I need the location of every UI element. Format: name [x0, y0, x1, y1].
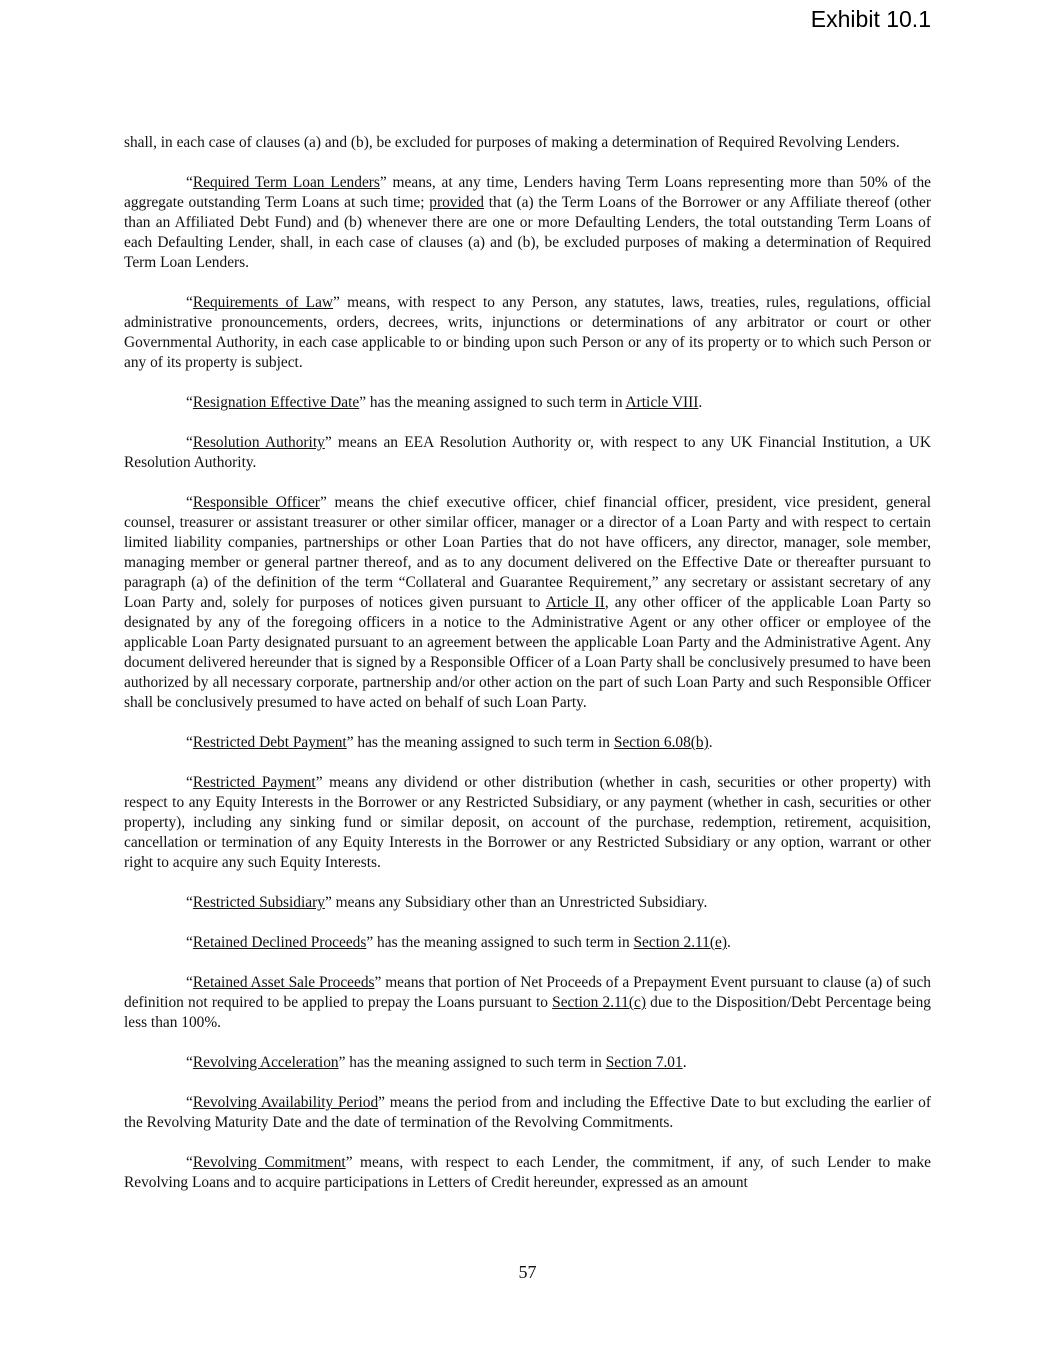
- continuation-paragraph: shall, in each case of clauses (a) and (b), be excluded for purposes of making a determination of Required Revolving Lenders.: [124, 134, 900, 151]
- defined-term: Revolving Availability Period: [192, 1094, 379, 1111]
- definition-revolving-acceleration: [124, 1053, 931, 1073]
- defined-term: Requirements of Law: [192, 294, 334, 311]
- page-number: 57: [518, 1262, 537, 1282]
- cross-reference: Section 7.01: [605, 1054, 683, 1071]
- cross-reference: Article VIII: [625, 394, 699, 411]
- defined-term: Retained Declined Proceeds: [192, 934, 367, 951]
- open-quote: “: [186, 1094, 193, 1111]
- cross-reference: Section 6.08(b): [613, 734, 709, 751]
- definition-text: ” means, with respect to each Lender, the commitment, if any, of such Lender to make Revolving Loans and to acquire participations in Letters of Credit hereunder, expressed as an amount: [124, 1154, 931, 1191]
- emphasis-term: provided: [429, 194, 484, 211]
- cross-reference: Section 2.11(c): [552, 994, 646, 1011]
- open-quote: “: [186, 774, 193, 791]
- defined-term: Restricted Debt Payment: [192, 734, 347, 751]
- defined-term: Retained Asset Sale Proceeds: [192, 974, 375, 991]
- definition-text: ” has the meaning assigned to such term in: [346, 734, 614, 751]
- definition-required-term-loan-lenders: [124, 173, 931, 273]
- definition-requirements-of-law: [124, 293, 931, 373]
- definition-revolving-availability-period: [124, 1093, 931, 1133]
- definition-text: ” means that portion of Net Proceeds of a Prepayment Event pursuant to clause (a) of such definition not required to be applied to prepay the Loans pursuant to: [124, 974, 932, 1011]
- definition-resignation-effective-date: [124, 393, 931, 413]
- definition-text: ” means, with respect to any Person, any statutes, laws, treaties, rules, regulations, official administrative pronouncements, orders, decrees, writs, injunctions or determinations of any arbitrator or court or other Governmental Authority, in each case applicable to or binding upon such Person or any of its property or to which such Person or any of its property is subject.: [124, 294, 931, 371]
- defined-term: Revolving Acceleration: [192, 1054, 339, 1071]
- definition-resolution-authority: [124, 433, 931, 473]
- definition-text: .: [726, 934, 731, 951]
- open-quote: “: [186, 734, 193, 751]
- open-quote: “: [186, 1054, 193, 1071]
- defined-term: Restricted Payment: [192, 774, 316, 791]
- definition-text: ” means any dividend or other distribution (whether in cash, securities or other property) with respect to any Equity Interests in the Borrower or any Restricted Subsidiary, or any payment (whether in cash, securities or other property), including any sinking fund or similar deposit, on account of the purchase, redemption, retirement, acquisition, cancellation or termination of any Equity Interests in the Borrower or any Restricted Subsidiary or any option, warrant or other right to acquire any such Equity Interests.: [124, 774, 931, 871]
- definition-restricted-debt-payment: [124, 733, 931, 753]
- open-quote: “: [186, 294, 193, 311]
- open-quote: “: [186, 1154, 193, 1171]
- definition-text: ” has the meaning assigned to such term in: [366, 934, 634, 951]
- defined-term: Responsible Officer: [192, 494, 320, 511]
- definition-text: due to the Disposition/Debt Percentage being less than 100%.: [124, 994, 931, 1031]
- definition-text: ” means any Subsidiary other than an Unrestricted Subsidiary.: [324, 894, 708, 911]
- open-quote: “: [186, 434, 193, 451]
- definition-text: ” means the chief executive officer, chief financial officer, president, vice president, general counsel, treasurer or assistant treasurer or other similar officer, manager or a director of a Loan Party and with respect to certain limited liability companies, partnerships or other Loan Parties that do not have officers, any director, manager, sole member, managing member or general partner thereof, and as to any document delivered on the Effective Date or thereafter pursuant to paragraph (a) of the definition of the term “Collateral and Guarantee Requirement,” any secretary or assistant secretary of any Loan Party and, solely for purposes of notices given pursuant to: [124, 494, 931, 611]
- definition-text: .: [682, 1054, 687, 1071]
- definition-retained-asset-sale-proceeds: [124, 973, 931, 1033]
- definition-text: ” means an EEA Resolution Authority or, with respect to any UK Financial Institution, a UK Resolution Authority.: [124, 434, 932, 471]
- definition-responsible-officer: [124, 493, 931, 713]
- definition-text: .: [708, 734, 713, 751]
- defined-term: Resolution Authority: [192, 434, 325, 451]
- open-quote: “: [186, 934, 193, 951]
- defined-term: Restricted Subsidiary: [192, 894, 325, 911]
- definition-text: ” means, at any time, Lenders having Term Loans representing more than 50% of the aggregate outstanding Term Loans at such time;: [124, 174, 932, 211]
- open-quote: “: [186, 174, 193, 191]
- definition-text: ” means the period from and including the Effective Date to but excluding the earlier of the Revolving Maturity Date and the date of termination of the Revolving Commitments.: [124, 1094, 931, 1131]
- definition-restricted-subsidiary: [124, 893, 931, 913]
- defined-term: Revolving Commitment: [192, 1154, 346, 1171]
- defined-term: Resignation Effective Date: [192, 394, 360, 411]
- exhibit-label: Exhibit 10.1: [810, 6, 931, 32]
- open-quote: “: [186, 974, 193, 991]
- definition-text: , any other officer of the applicable Loan Party so designated by any of the foregoing officers in a notice to the Administrative Agent or any other officer or employee of the applicable Loan Party designated pursuant to an agreement between the applicable Loan Party and the Administrative Agent. Any document delivered hereunder that is signed by a Responsible Officer of a Loan Party shall be conclusively presumed to have been authorized by all necessary corporate, partnership and/or other action on the part of such Loan Party and such Responsible Officer shall be conclusively presumed to have acted on behalf of such Loan Party.: [124, 594, 931, 711]
- cross-reference: Article II: [545, 594, 605, 611]
- open-quote: “: [186, 494, 193, 511]
- open-quote: “: [186, 894, 193, 911]
- definition-text: ” has the meaning assigned to such term in: [359, 394, 626, 411]
- definition-text: .: [698, 394, 703, 411]
- open-quote: “: [186, 394, 193, 411]
- definition-text: that (a) the Term Loans of the Borrower or any Affiliate thereof (other than an Affiliated Debt Fund) and (b) whenever there are one or more Defaulting Lenders, the total outstanding Term Loans of each Defaulting Lender, shall, in each case of clauses (a) and (b), be excluded purposes of making a determination of Required Term Loan Lenders.: [124, 194, 931, 271]
- document-body: [124, 133, 931, 1213]
- definition-text: ” has the meaning assigned to such term in: [338, 1054, 606, 1071]
- defined-term: Required Term Loan Lenders: [192, 174, 380, 191]
- definition-restricted-payment: [124, 773, 931, 873]
- cross-reference: Section 2.11(e): [633, 934, 727, 951]
- definition-retained-declined-proceeds: [124, 933, 931, 953]
- definition-revolving-commitment: [124, 1153, 931, 1193]
